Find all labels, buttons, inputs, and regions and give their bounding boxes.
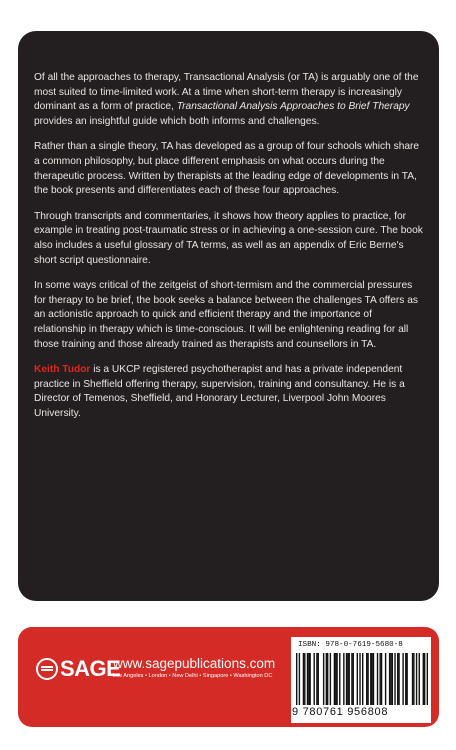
barcode-bar [424, 653, 425, 705]
barcode-bar [389, 653, 390, 705]
barcode-bar [406, 653, 407, 705]
barcode-bar [366, 653, 367, 705]
barcode-bar [339, 653, 340, 705]
blurb-paragraph-3: Through transcripts and commentaries, it shows how theory applies to practice, for example in treating post-traumatic stress or in achieving a one-session cure. The book also includes a useful glossary of TA terms, as well as an appendix of Eric Berne's short script questionnaire. [34, 210, 423, 266]
barcode-bar [336, 653, 337, 705]
barcode-bar [346, 653, 347, 705]
blurb-p1-text: Of all the approaches to therapy, Transactional Analysis (or TA) is arguably one of the most suited to time-limited work. At a time when short-term therapy is increasingly dominant as a form of practice, [34, 72, 419, 113]
barcode-bar [309, 653, 310, 705]
barcode-bar [349, 653, 350, 705]
barcode-bar [357, 653, 358, 705]
barcode-bar [412, 653, 413, 705]
barcode-icon [296, 653, 428, 705]
publisher-cities: Los Angeles • London • New Delhi • Singapore • Washington DC [113, 673, 273, 679]
barcode-bar [347, 653, 348, 705]
author-name: Keith Tudor [34, 364, 91, 376]
barcode-bar [373, 653, 374, 705]
publisher-url[interactable]: www.sagepublications.com [113, 656, 276, 671]
barcode-bar [304, 653, 305, 705]
author-bio-text: is a UKCP registered psychotherapist and has a private independent practice in Sheffield offering therapy, supervision, training and consultancy. He is a Director of Temenos, Sheffield, and Honorary Lecturer, Liverpool John Moores University. [34, 364, 405, 419]
sage-logo-text: SAGE [60, 656, 121, 681]
blurb-paragraph-4: In some ways critical of the zeitgeist of short-termism and the commercial pressures for therapy to be brief, the book seeks a balance between the challenges TA offers as an actionistic approach to quick and efficient therapy and the importance of relationship in therapy which is time-conscious. It will be enlightening reading for all those training and those already trained as therapists and counsellors in TA. [34, 280, 418, 350]
barcode-bar [370, 653, 371, 705]
barcode-bar [299, 653, 300, 705]
isbn-label: ISBN: 978-0-7619-5680-8 [298, 641, 403, 649]
barcode-bar [397, 653, 398, 705]
barcode-bar [394, 653, 395, 705]
barcode-bar [316, 653, 317, 705]
barcode-bar [367, 653, 368, 705]
barcode-bar [334, 653, 335, 705]
blurb-text [34, 71, 424, 432]
barcode-bar [402, 653, 403, 705]
barcode-bar [416, 653, 417, 705]
author-bio [34, 363, 424, 421]
blurb-paragraph-2: Rather than a single theory, TA has developed as a group of four schools which share a common philosophy, but place different emphasis on what occurs during the therapeutic process. Written by therapists at the leading edge of developments in TA, the book presents and differentiates each of these four approaches. [34, 141, 420, 197]
barcode-bar [392, 653, 393, 705]
barcode-bar [398, 653, 399, 705]
barcode-digits: 9 780761 956808 [292, 706, 389, 718]
barcode-bar [377, 653, 378, 705]
barcode-bar [423, 653, 424, 705]
barcode-bar [371, 653, 372, 705]
barcode-bar [380, 653, 381, 705]
barcode-bar [307, 653, 308, 705]
blurb-paragraph-1 [34, 71, 424, 129]
barcode-bar [314, 653, 315, 705]
sage-logo-icon [36, 658, 58, 680]
sage-logo [36, 656, 120, 682]
blurb-p1-text-end: provides an insightful guide which both informs and challenges. [34, 115, 320, 127]
barcode-bar [405, 653, 406, 705]
barcode-bar [427, 653, 428, 705]
barcode-bar [323, 653, 324, 705]
barcode-bar [359, 653, 360, 705]
barcode-bar [330, 653, 331, 705]
barcode-bar [327, 653, 328, 705]
barcode-bar [318, 653, 319, 705]
book-title-italic: Transactional Analysis Approaches to Brief Therapy [176, 101, 410, 113]
barcode-bar [308, 653, 309, 705]
barcode-bar [351, 653, 352, 705]
barcode-bar [353, 653, 354, 705]
barcode-bar [326, 653, 327, 705]
barcode-bar [385, 653, 386, 705]
barcode-bar [343, 653, 344, 705]
barcode-bar [381, 653, 382, 705]
barcode-bar [303, 653, 304, 705]
barcode-bar [390, 653, 391, 705]
barcode-bar [413, 653, 414, 705]
barcode-bar [335, 653, 336, 705]
barcode-bar [362, 653, 363, 705]
barcode-bar [419, 653, 420, 705]
barcode-bar [296, 653, 297, 705]
